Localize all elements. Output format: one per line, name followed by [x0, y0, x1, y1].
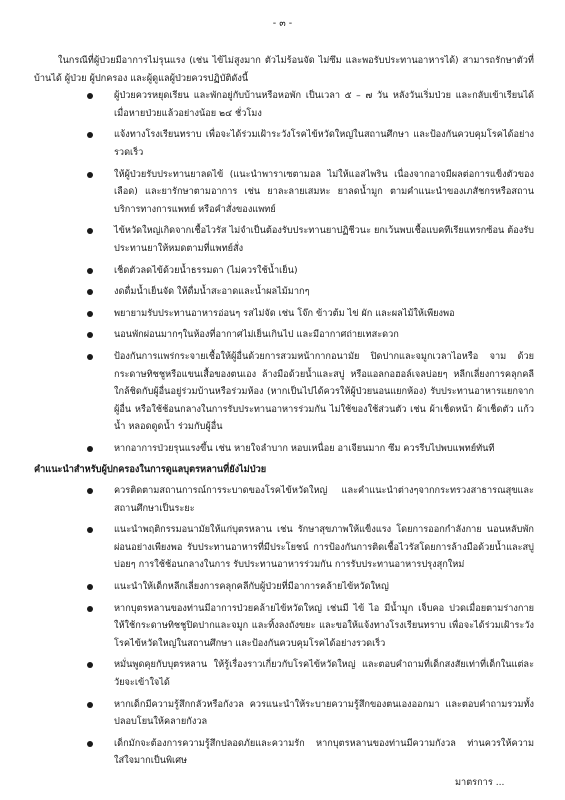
list-item — [34, 166, 534, 219]
list-item-text: หากเด็กมีความรู้สึกกลัวหรือกังวล ควรแนะนำให้ระบายความรู้สึกของตนเองออกมา และตอบคำถามรวมทั้งปลอบโยนให้คลายกังวล — [114, 698, 534, 728]
list-item-text: ไข้หวัดใหญ่เกิดจากเชื้อไวรัส ไม่จำเป็นต้องรับประทานยาปฏิชีวนะ ยกเว้นพบเชื้อแบคทีเรียแทรกซ้อน ต้องรับประทานยาให้หมดตามที่แพทย์สั่ง — [114, 225, 534, 254]
list-item-text: หากบุตรหลานของท่านมีอาการป่วยคล้ายไข้หวัดใหญ่ เช่นมี ไข้ ไอ มีน้ำมูก เจ็บคอ ปวดเมื่อยตามร่างกาย ให้ใช้กระดาษทิชชูปิดปากและจมูก และทิ้งลงถังขยะ และขอให้แจ้งทางโรงเรียนทราบ เพื่อจะได้ร่วมเฝ้าระวังโรคไข้หวัดใหญ่ในสถานศึกษา และป้องกันควบคุมโรคได้อย่างรวดเร็ว — [114, 602, 534, 649]
list-item — [34, 348, 534, 436]
bullet-icon — [87, 662, 93, 668]
bullet-icon — [87, 132, 93, 138]
list-item — [34, 656, 534, 691]
list-item-text: แนะนำพฤติกรรมอนามัยให้แก่บุตรหลาน เช่น รักษาสุขภาพให้แข็งแรง โดยการออกกำลังกาย นอนหลับพักผ่อนอย่างเพียงพอ รับประทานอาหารที่มีประโยชน์ การป้องกันการติดเชื้อไวรัสโดยการล้างมือด้วยน้ำและสบู่บ่อยๆ การใช้ช้อนกลางในการ รับประทานอาหารร่วมกัน การรับประทานอาหารปรุงสุกใหม่ — [114, 524, 534, 571]
bullet-icon — [87, 702, 93, 708]
bullet-icon — [87, 446, 93, 452]
list-item-text: ให้ผู้ป่วยรับประทานยาลดไข้ (แนะนำพาราเซตามอล ไม่ให้แอสไพริน เนื่องจากอาจมีผลต่อการแข็งตัวของเลือด) และยารักษาตามอาการ เช่น ยาละลายเสมหะ ยาลดน้ำมูก ตามคำแนะนำของเภสัชกรหรือสถานบริการทางการแพทย์ หรือคำสั่งของแพทย์ — [114, 168, 534, 215]
bullet-icon — [87, 172, 93, 178]
list-item — [34, 696, 534, 731]
list-item-text: เช็ดตัวลดไข้ด้วยน้ำธรรมดา (ไม่ควรใช้น้ำเย็น) — [114, 264, 298, 276]
list-item-text: นอนพักผ่อนมากๆในห้องที่อากาศไม่เย็นเกินไป และมีอากาศถ่ายเทสะดวก — [114, 329, 399, 341]
bullet-icon — [87, 311, 93, 317]
intro-paragraph: ในกรณีที่ผู้ป่วยมีอาการไม่รุนแรง (เช่น ไข้ไม่สูงมาก ตัวไม่ร้อนจัด ไม่ซึม และพอรับประทานอาหารได้) สามารถรักษาตัวที่บ้านได้ ผู้ป่วย ผู้ปกครอง และผู้ดูแลผู้ป่วยควรปฏิบัติดังนี้ — [34, 55, 534, 84]
list-item — [34, 305, 534, 323]
bullet-icon — [87, 741, 93, 747]
list-item — [34, 735, 534, 770]
list-item-text: งดดื่มน้ำเย็นจัด ให้ดื่มน้ำสะอาดและน้ำผลไม้มากๆ — [114, 286, 310, 298]
list-item-text: ควรติดตามสถานการณ์การระบาดของโรคไข้หวัดใหญ่ และคำแนะนำต่างๆจากกระทรวงสาธารณสุขและสถานศึกษาเป็นระยะ — [114, 485, 534, 514]
patient-care-list — [34, 87, 534, 457]
list-item — [34, 600, 534, 653]
document-body — [34, 52, 534, 774]
list-item — [34, 440, 534, 458]
list-item — [34, 126, 534, 161]
bullet-icon — [87, 584, 93, 590]
list-item-text: หมั่นพูดคุยกับบุตรหลาน ให้รู้เรื่องราวเกี่ยวกับโรคไข้หวัดใหญ่ และตอบคำถามที่เด็กสงสัยเท่าที่เด็กในแต่ละวัยจะเข้าใจได้ — [114, 659, 534, 688]
bullet-icon — [87, 93, 93, 99]
page-number: - ๓ - — [272, 18, 293, 29]
bullet-icon — [87, 332, 93, 338]
list-item — [34, 262, 534, 280]
list-item — [34, 87, 534, 122]
list-item-text: แจ้งทางโรงเรียนทราบ เพื่อจะได้ร่วมเฝ้าระวังโรคไข้หวัดใหญ่ในสถานศึกษา และป้องกันควบคุมโรคได้อย่างรวดเร็ว — [114, 129, 534, 158]
list-item-text: แนะนำให้เด็กหลีกเลี่ยงการคลุกคลีกับผู้ป่วยที่มีอาการคล้ายไข้หวัดใหญ่ — [114, 581, 389, 593]
bullet-icon — [87, 228, 93, 234]
list-item-text: ผู้ป่วยควรหยุดเรียน และพักอยู่กับบ้านหรือหอพัก เป็นเวลา ๕ – ๗ วัน หลังวันเริ่มป่วย และกลับเข้าเรียนได้เมื่อหายป่วยแล้วอย่างน้อย ๒๔ ชั่วโมง — [114, 90, 534, 119]
bullet-icon — [87, 268, 93, 274]
bullet-icon — [87, 527, 93, 533]
bullet-icon — [87, 354, 93, 360]
list-item — [34, 283, 534, 301]
next-page-hint: มาตรการ ... — [455, 777, 505, 788]
list-item-text: หากอาการป่วยรุนแรงขึ้น เช่น หายใจลำบาก หอบเหนื่อย อาเจียนมาก ซึม ควรรีบไปพบแพทย์ทันที — [114, 442, 495, 454]
bullet-icon — [87, 606, 93, 612]
list-item-text: เด็กมักจะต้องการความรู้สึกปลอดภัยและความรัก หากบุตรหลานของท่านมีความกังวล ท่านควรให้ความใส่ใจมากเป็นพิเศษ — [114, 737, 534, 767]
list-item — [34, 578, 534, 596]
list-item — [34, 326, 534, 344]
bullet-icon — [87, 289, 93, 295]
list-item — [34, 482, 534, 517]
list-item — [34, 521, 534, 574]
guardian-advice-list — [34, 482, 534, 770]
list-item — [34, 222, 534, 257]
list-item-text: พยายามรับประทานอาหารอ่อนๆ รสไม่จัด เช่น โจ๊ก ข้าวต้ม ไข่ ผัก และผลไม้ให้เพียงพอ — [114, 307, 455, 319]
bullet-icon — [87, 488, 93, 494]
list-item-text: ป้องกันการแพร่กระจายเชื้อให้ผู้อื่นด้วยการสวมหน้ากากอนามัย ปิดปากและจมูกเวลาไอหรือ จาม ด้วยกระดาษทิชชูหรือแขนเสื้อของตนเอง ล้างมือด้วยน้ำและสบู่ หรือแอลกอฮอล์เจลบ่อยๆ หลีกเลี่ยงการคลุกคลีใกล้ชิดกับผู้อื่นอยู่ร่วมบ้านหรือร่วมห้อง (หากเป็นไปได้ควรให้ผู้ป่วยนอนแยกห้อง) รับประทานอาหารแยกจากผู้อื่น หรือใช้ช้อนกลางในการรับประทานอาหารร่วมกัน ไม่ใช้ของใช้ส่วนตัว เช่น ผ้าเช็ดหน้า ผ้าเช็ดตัว แก้วน้ำ หลอดดูดน้ำ ร่วมกับผู้อื่น — [114, 350, 534, 433]
guardian-section-heading: คำแนะนำสำหรับผู้ปกครองในการดูแลบุตรหลานที่ยังไม่ป่วย — [34, 464, 267, 476]
